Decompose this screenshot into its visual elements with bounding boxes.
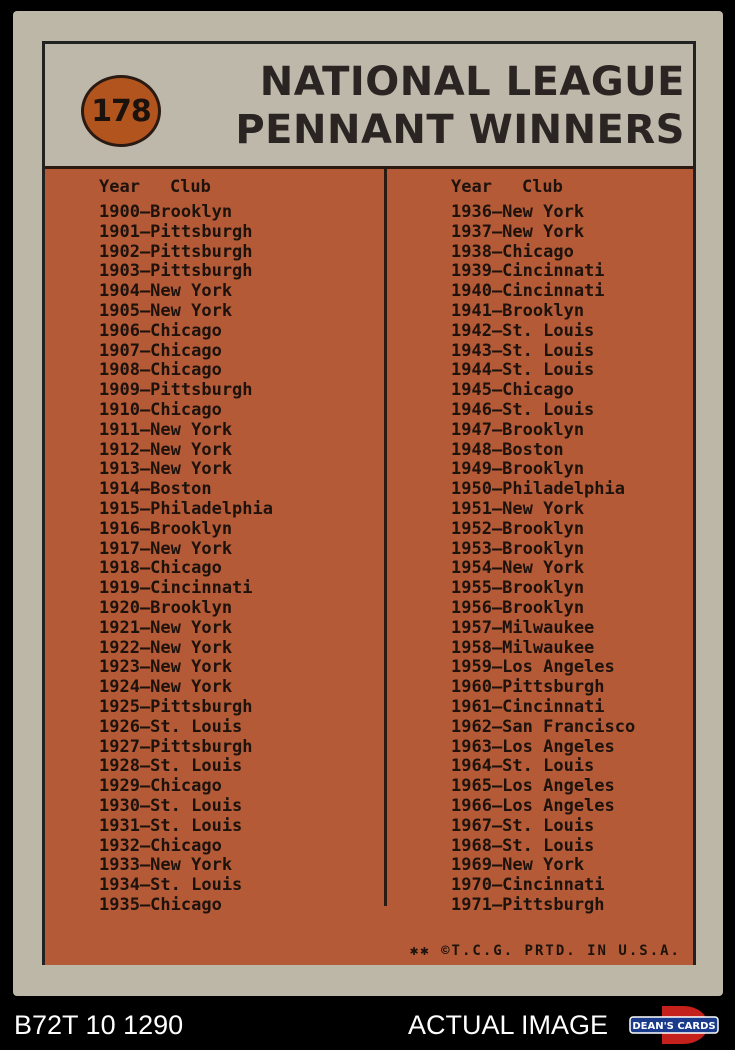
pennant-row: 1950—Philadelphia bbox=[451, 479, 625, 500]
pennant-row: 1931—St. Louis bbox=[99, 815, 243, 836]
pennant-row: 1948—Boston bbox=[451, 439, 564, 460]
pennant-row: 1915—Philadelphia bbox=[99, 498, 273, 519]
column-divider bbox=[384, 169, 387, 906]
inventory-code: B72T 10 1290 bbox=[14, 1010, 184, 1040]
pennant-row: 1939—Cincinnati bbox=[451, 261, 605, 282]
card-frame bbox=[42, 41, 696, 965]
pennant-row: 1962—San Francisco bbox=[451, 716, 636, 737]
card-number-badge: 178 bbox=[81, 75, 161, 147]
pennant-row: 1908—Chicago bbox=[99, 360, 222, 381]
pennant-row: 1932—Chicago bbox=[99, 835, 222, 856]
pennant-row: 1954—New York bbox=[451, 558, 585, 579]
pennant-row: 1913—New York bbox=[99, 459, 233, 480]
deans-cards-logo bbox=[628, 1004, 720, 1046]
pennant-row: 1958—Milwaukee bbox=[451, 637, 595, 658]
pennant-row: 1941—Brooklyn bbox=[451, 300, 585, 321]
pennant-row: 1907—Chicago bbox=[99, 340, 222, 361]
pennant-row: 1906—Chicago bbox=[99, 320, 222, 341]
pennant-row: 1933—New York bbox=[99, 855, 233, 876]
trading-card-back bbox=[13, 11, 723, 996]
card-title bbox=[195, 58, 685, 154]
actual-image-label: ACTUAL IMAGE bbox=[408, 1010, 609, 1040]
pennant-row: 1914—Boston bbox=[99, 479, 212, 500]
pennant-row: 1951—New York bbox=[451, 498, 585, 519]
left-column bbox=[99, 177, 273, 916]
pennant-row: 1930—St. Louis bbox=[99, 795, 243, 816]
pennant-row: 1940—Cincinnati bbox=[451, 281, 605, 302]
pennant-row: 1900—Brooklyn bbox=[99, 202, 233, 222]
pennant-row: 1901—Pittsburgh bbox=[99, 221, 253, 242]
right-rows bbox=[451, 203, 635, 916]
pennant-row: 1929—Chicago bbox=[99, 776, 222, 797]
pennant-row: 1936—New York bbox=[451, 202, 585, 222]
pennant-row: 1903—Pittsburgh bbox=[99, 261, 253, 282]
pennant-list-panel bbox=[45, 166, 693, 965]
copyright-footer: ✱✱ ©T.C.G. PRTD. IN U.S.A. bbox=[409, 943, 681, 959]
pennant-row: 1964—St. Louis bbox=[451, 756, 595, 777]
pennant-row: 1921—New York bbox=[99, 617, 233, 638]
pennant-row: 1945—Chicago bbox=[451, 380, 574, 401]
pennant-row: 1912—New York bbox=[99, 439, 233, 460]
pennant-row: 1971—Pittsburgh bbox=[451, 894, 605, 915]
pennant-row: 1942—St. Louis bbox=[451, 320, 595, 341]
pennant-row: 1970—Cincinnati bbox=[451, 875, 605, 896]
pennant-row: 1953—Brooklyn bbox=[451, 538, 585, 559]
pennant-row: 1920—Brooklyn bbox=[99, 597, 233, 618]
pennant-row: 1924—New York bbox=[99, 677, 233, 698]
pennant-row: 1969—New York bbox=[451, 855, 585, 876]
pennant-row: 1918—Chicago bbox=[99, 558, 222, 579]
pennant-row: 1968—St. Louis bbox=[451, 835, 595, 856]
logo-text: DEAN'S CARDS bbox=[632, 1021, 716, 1032]
year-header: Year bbox=[451, 177, 492, 197]
pennant-row: 1944—St. Louis bbox=[451, 360, 595, 381]
card-header bbox=[45, 44, 693, 166]
pennant-row: 1960—Pittsburgh bbox=[451, 677, 605, 698]
pennant-row: 1952—Brooklyn bbox=[451, 518, 585, 539]
pennant-row: 1925—Pittsburgh bbox=[99, 696, 253, 717]
right-column-header bbox=[451, 177, 635, 199]
left-column-header bbox=[99, 177, 273, 199]
pennant-row: 1949—Brooklyn bbox=[451, 459, 585, 480]
pennant-row: 1938—Chicago bbox=[451, 241, 574, 262]
pennant-row: 1947—Brooklyn bbox=[451, 419, 585, 440]
pennant-row: 1922—New York bbox=[99, 637, 233, 658]
club-header: Club bbox=[521, 177, 563, 197]
pennant-row: 1909—Pittsburgh bbox=[99, 380, 253, 401]
pennant-row: 1943—St. Louis bbox=[451, 340, 595, 361]
pennant-row: 1934—St. Louis bbox=[99, 875, 243, 896]
pennant-row: 1935—Chicago bbox=[99, 894, 222, 915]
pennant-row: 1961—Cincinnati bbox=[451, 696, 605, 717]
pennant-row: 1957—Milwaukee bbox=[451, 617, 595, 638]
pennant-row: 1966—Los Angeles bbox=[451, 795, 615, 816]
pennant-row: 1916—Brooklyn bbox=[99, 518, 233, 539]
pennant-row: 1910—Chicago bbox=[99, 399, 222, 420]
pennant-row: 1928—St. Louis bbox=[99, 756, 243, 777]
title-line-1: NATIONAL LEAGUE bbox=[259, 59, 685, 105]
pennant-row: 1902—Pittsburgh bbox=[99, 241, 253, 262]
pennant-row: 1959—Los Angeles bbox=[451, 657, 615, 678]
pennant-row: 1905—New York bbox=[99, 300, 233, 321]
right-column bbox=[451, 177, 635, 916]
pennant-row: 1904—New York bbox=[99, 281, 233, 302]
pennant-row: 1965—Los Angeles bbox=[451, 776, 615, 797]
pennant-row: 1917—New York bbox=[99, 538, 233, 559]
pennant-row: 1967—St. Louis bbox=[451, 815, 595, 836]
title-line-2: PENNANT WINNERS bbox=[235, 107, 685, 153]
pennant-row: 1963—Los Angeles bbox=[451, 736, 615, 757]
pennant-row: 1955—Brooklyn bbox=[451, 578, 585, 599]
pennant-row: 1911—New York bbox=[99, 419, 233, 440]
pennant-row: 1946—St. Louis bbox=[451, 399, 595, 420]
club-header: Club bbox=[169, 177, 211, 197]
year-header: Year bbox=[99, 177, 140, 197]
pennant-row: 1923—New York bbox=[99, 657, 233, 678]
pennant-row: 1927—Pittsburgh bbox=[99, 736, 253, 757]
left-rows bbox=[99, 203, 273, 916]
pennant-row: 1919—Cincinnati bbox=[99, 578, 253, 599]
pennant-row: 1937—New York bbox=[451, 221, 585, 242]
pennant-row: 1926—St. Louis bbox=[99, 716, 243, 737]
pennant-row: 1956—Brooklyn bbox=[451, 597, 585, 618]
